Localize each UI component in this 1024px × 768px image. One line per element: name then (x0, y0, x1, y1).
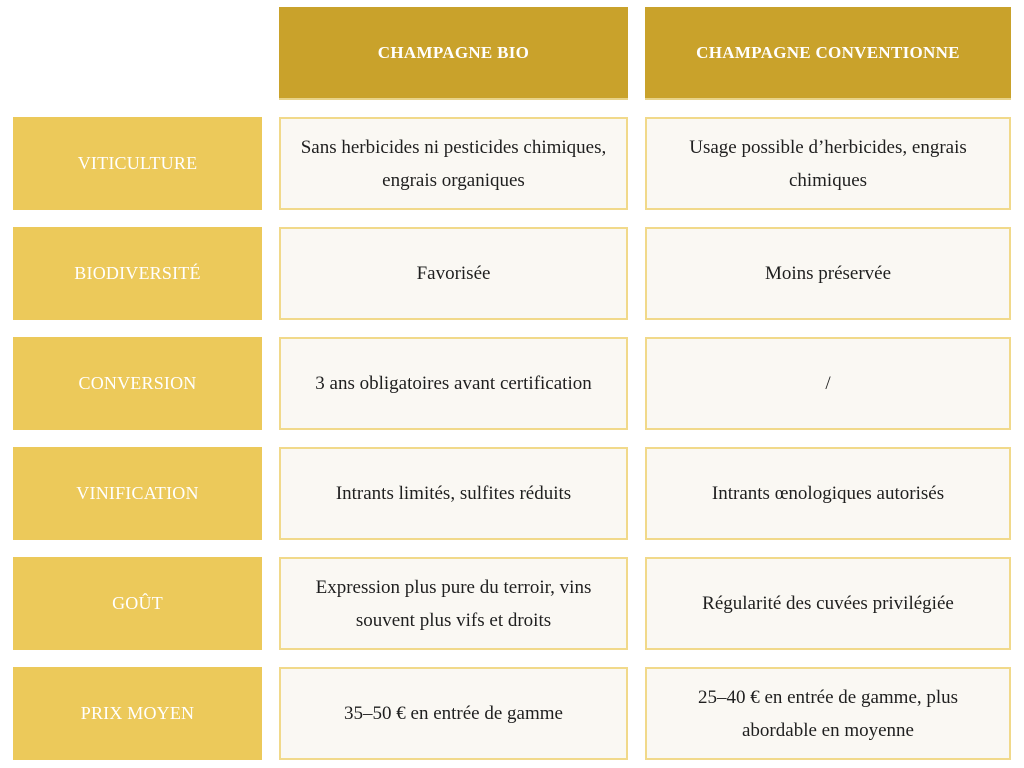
cell-conventionnel-biodiversite: Moins préservée (645, 227, 1011, 320)
cell-conventionnel-prix-moyen: 25–40 € en entrée de gamme, plus abordable en moyenne (645, 667, 1011, 760)
row-label-gout: GOÛT (13, 557, 262, 650)
row-label-prix-moyen: PRIX MOYEN (13, 667, 262, 760)
row-label-conversion: CONVERSION (13, 337, 262, 430)
cell-bio-viticulture: Sans herbicides ni pesticides chimiques, engrais organiques (279, 117, 628, 210)
cell-bio-prix-moyen: 35–50 € en entrée de gamme (279, 667, 628, 760)
cell-bio-conversion: 3 ans obligatoires avant certification (279, 337, 628, 430)
column-header-conventionnel: CHAMPAGNE CONVENTIONNE (645, 7, 1011, 100)
cell-bio-biodiversite: Favorisée (279, 227, 628, 320)
row-label-vinification: VINIFICATION (13, 447, 262, 540)
cell-bio-vinification: Intrants limités, sulfites réduits (279, 447, 628, 540)
cell-conventionnel-conversion: / (645, 337, 1011, 430)
column-header-bio: CHAMPAGNE BIO (279, 7, 628, 100)
row-label-viticulture: VITICULTURE (13, 117, 262, 210)
cell-conventionnel-gout: Régularité des cuvées privilégiée (645, 557, 1011, 650)
row-label-biodiversite: BIODIVERSITÉ (13, 227, 262, 320)
cell-conventionnel-viticulture: Usage possible d’herbicides, engrais chimiques (645, 117, 1011, 210)
cell-bio-gout: Expression plus pure du terroir, vins souvent plus vifs et droits (279, 557, 628, 650)
cell-conventionnel-vinification: Intrants œnologiques autorisés (645, 447, 1011, 540)
